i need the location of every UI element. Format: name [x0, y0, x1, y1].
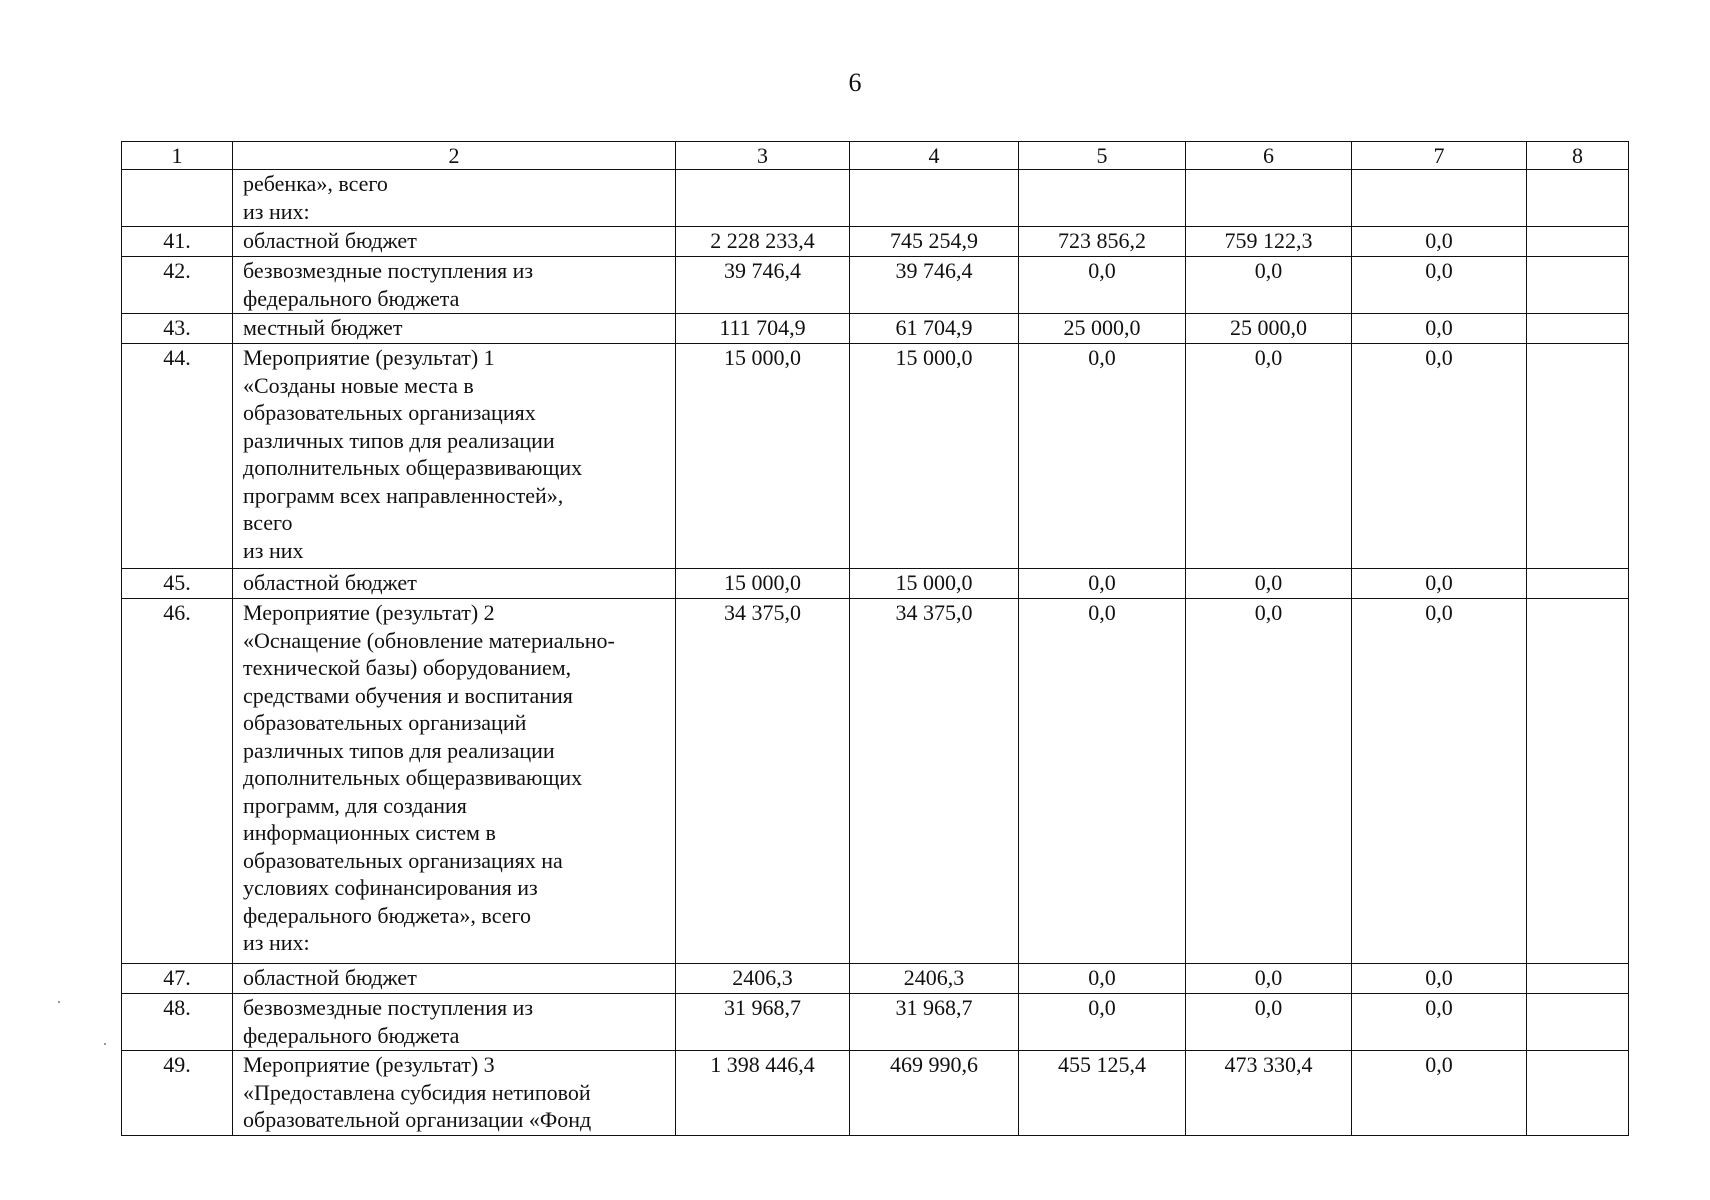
- column-number-cell: 3: [676, 142, 850, 170]
- value-cell-col8: [1527, 227, 1629, 257]
- table-row: [122, 964, 1629, 994]
- column-number-cell: 1: [122, 142, 233, 170]
- value-cell-col7: 0,0: [1352, 314, 1527, 344]
- value-cell-col4: 15 000,0: [850, 569, 1019, 599]
- row-number-cell: 42.: [122, 257, 233, 314]
- value-cell-col8: [1527, 344, 1629, 569]
- value-cell-col6: 0,0: [1186, 569, 1352, 599]
- value-cell-col6: 473 330,4: [1186, 1051, 1352, 1136]
- value-cell-col3: 31 968,7: [676, 994, 850, 1051]
- value-cell-col8: [1527, 314, 1629, 344]
- value-cell-col6: 759 122,3: [1186, 227, 1352, 257]
- value-cell-col8: [1527, 599, 1629, 964]
- value-cell-col3: 2406,3: [676, 964, 850, 994]
- column-number-cell: 6: [1186, 142, 1352, 170]
- row-number-cell: 41.: [122, 227, 233, 257]
- value-cell-col7: 0,0: [1352, 599, 1527, 964]
- value-cell-col5: 0,0: [1019, 344, 1186, 569]
- item-name-cell: ребенка», всего из них:: [233, 170, 676, 227]
- value-cell-col4: 31 968,7: [850, 994, 1019, 1051]
- value-cell-col7: 0,0: [1352, 964, 1527, 994]
- item-name-cell: безвозмездные поступления из федерального бюджета: [233, 994, 676, 1051]
- value-cell-col3: 15 000,0: [676, 344, 850, 569]
- value-cell-col7: 0,0: [1352, 994, 1527, 1051]
- item-name-cell: Мероприятие (результат) 2 «Оснащение (обновление материально- технической базы) оборудованием, средствами обучения и воспитания образовательных организаций различных типов для реализации дополнительных общеразвивающих программ, для создания информационных систем в образовательных организациях на условиях софинансирования из федерального бюджета», всего из них:: [233, 599, 676, 964]
- item-name-cell: Мероприятие (результат) 3 «Предоставлена субсидия нетиповой образовательной организации «Фонд: [233, 1051, 676, 1136]
- value-cell-col7: [1352, 170, 1527, 227]
- table-row: [122, 1051, 1629, 1136]
- value-cell-col5: 455 125,4: [1019, 1051, 1186, 1136]
- value-cell-col4: 61 704,9: [850, 314, 1019, 344]
- value-cell-col8: [1527, 964, 1629, 994]
- value-cell-col3: [676, 170, 850, 227]
- value-cell-col4: 469 990,6: [850, 1051, 1019, 1136]
- row-number-cell: [122, 170, 233, 227]
- table-row: [122, 170, 1629, 227]
- row-number-cell: 46.: [122, 599, 233, 964]
- value-cell-col6: 25 000,0: [1186, 314, 1352, 344]
- value-cell-col6: 0,0: [1186, 599, 1352, 964]
- value-cell-col4: 39 746,4: [850, 257, 1019, 314]
- value-cell-col7: 0,0: [1352, 227, 1527, 257]
- value-cell-col4: 745 254,9: [850, 227, 1019, 257]
- value-cell-col4: [850, 170, 1019, 227]
- row-number-cell: 48.: [122, 994, 233, 1051]
- item-name-cell: областной бюджет: [233, 964, 676, 994]
- row-number-cell: 43.: [122, 314, 233, 344]
- value-cell-col7: 0,0: [1352, 1051, 1527, 1136]
- value-cell-col3: 34 375,0: [676, 599, 850, 964]
- value-cell-col8: [1527, 170, 1629, 227]
- value-cell-col4: 2406,3: [850, 964, 1019, 994]
- value-cell-col4: 15 000,0: [850, 344, 1019, 569]
- item-name-cell: Мероприятие (результат) 1 «Созданы новые места в образовательных организациях различных типов для реализации дополнительных общеразвивающих программ всех направленностей», всего из них: [233, 344, 676, 569]
- scan-speck: [58, 1001, 60, 1003]
- value-cell-col5: 0,0: [1019, 599, 1186, 964]
- value-cell-col7: 0,0: [1352, 257, 1527, 314]
- table-row: [122, 227, 1629, 257]
- column-number-cell: 7: [1352, 142, 1527, 170]
- row-number-cell: 49.: [122, 1051, 233, 1136]
- value-cell-col8: [1527, 1051, 1629, 1136]
- value-cell-col5: 25 000,0: [1019, 314, 1186, 344]
- value-cell-col3: 111 704,9: [676, 314, 850, 344]
- value-cell-col4: 34 375,0: [850, 599, 1019, 964]
- value-cell-col6: 0,0: [1186, 964, 1352, 994]
- value-cell-col6: 0,0: [1186, 344, 1352, 569]
- value-cell-col3: 15 000,0: [676, 569, 850, 599]
- value-cell-col7: 0,0: [1352, 344, 1527, 569]
- column-number-cell: 8: [1527, 142, 1629, 170]
- column-number-cell: 4: [850, 142, 1019, 170]
- value-cell-col5: 0,0: [1019, 257, 1186, 314]
- table-row: [122, 599, 1629, 964]
- table-row: [122, 569, 1629, 599]
- value-cell-col8: [1527, 257, 1629, 314]
- value-cell-col8: [1527, 569, 1629, 599]
- row-number-cell: 45.: [122, 569, 233, 599]
- table-row: [122, 314, 1629, 344]
- value-cell-col5: 0,0: [1019, 964, 1186, 994]
- column-number-cell: 5: [1019, 142, 1186, 170]
- value-cell-col3: 1 398 446,4: [676, 1051, 850, 1136]
- value-cell-col5: 723 856,2: [1019, 227, 1186, 257]
- table-row: [122, 994, 1629, 1051]
- column-number-header-row: [122, 142, 1629, 170]
- item-name-cell: безвозмездные поступления из федерального бюджета: [233, 257, 676, 314]
- value-cell-col3: 39 746,4: [676, 257, 850, 314]
- value-cell-col5: [1019, 170, 1186, 227]
- value-cell-col7: 0,0: [1352, 569, 1527, 599]
- item-name-cell: местный бюджет: [233, 314, 676, 344]
- value-cell-col6: 0,0: [1186, 994, 1352, 1051]
- table-row: [122, 344, 1629, 569]
- value-cell-col8: [1527, 994, 1629, 1051]
- value-cell-col6: [1186, 170, 1352, 227]
- budget-table: [121, 141, 1629, 1136]
- scan-speck: [104, 1043, 106, 1045]
- table-row: [122, 257, 1629, 314]
- item-name-cell: областной бюджет: [233, 569, 676, 599]
- row-number-cell: 47.: [122, 964, 233, 994]
- item-name-cell: областной бюджет: [233, 227, 676, 257]
- value-cell-col5: 0,0: [1019, 569, 1186, 599]
- value-cell-col5: 0,0: [1019, 994, 1186, 1051]
- page-number: 6: [848, 68, 862, 97]
- value-cell-col6: 0,0: [1186, 257, 1352, 314]
- value-cell-col3: 2 228 233,4: [676, 227, 850, 257]
- row-number-cell: 44.: [122, 344, 233, 569]
- column-number-cell: 2: [233, 142, 676, 170]
